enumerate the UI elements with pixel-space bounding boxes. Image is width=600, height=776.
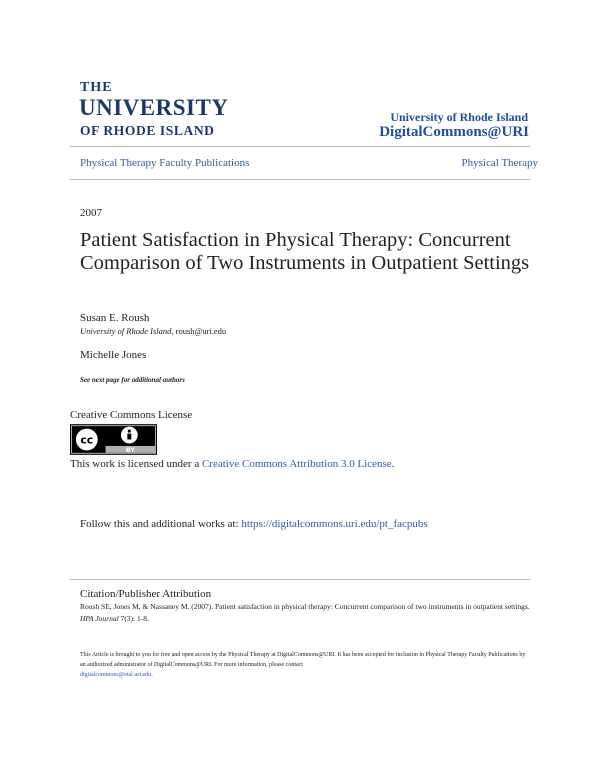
badge-by-label: BY: [125, 446, 135, 455]
follow-line: [80, 518, 428, 530]
license-link[interactable]: Creative Commons Attribution 3.0 License: [201, 458, 392, 470]
license-prefix: This work is licensed under a: [70, 458, 202, 470]
citation-journal: HPA Journal: [80, 613, 119, 623]
follow-url-link[interactable]: https://digitalcommons.uri.edu/pt_facpubs: [241, 518, 428, 530]
divider-citation: [70, 579, 530, 580]
repository-name-link[interactable]: DigitalCommons@URI: [379, 124, 529, 140]
author-name: Susan E. Roush: [80, 312, 150, 324]
department-link[interactable]: Physical Therapy: [461, 157, 538, 169]
citation-heading: Citation/Publisher Attribution: [80, 588, 212, 600]
cc-by-badge[interactable]: [70, 424, 157, 455]
logo-the: THE: [80, 80, 113, 95]
contact-email-link[interactable]: digitalcommons@etal.uri.edu: [80, 672, 152, 678]
footer-text: This Article is brought to you for free and open access by the Physical Therapy at DigitalCommons@URI. It has been accepted for inclusion in Physical Therapy Faculty Publications by an authorized administrator of DigitalCommons@URI. For more information, please contact: [80, 652, 526, 668]
publication-year: 2007: [80, 207, 102, 219]
footer-suffix: .: [151, 672, 153, 678]
logo-university: UNIVERSITY: [79, 95, 229, 120]
repository-institution: University of Rhode Island: [390, 110, 528, 124]
collection-link[interactable]: Physical Therapy Faculty Publications: [80, 157, 250, 169]
license-suffix: .: [391, 458, 395, 470]
additional-authors-note: See next page for additional authors: [80, 376, 185, 384]
logo-rhode-island: OF RHODE ISLAND: [80, 123, 215, 138]
author-email: , roush@uri.edu: [171, 326, 227, 336]
divider-top: [70, 146, 530, 147]
follow-prefix: Follow this and additional works at:: [80, 518, 242, 530]
author-affiliation: [80, 326, 226, 336]
affiliation-name: University of Rhode Island: [80, 326, 172, 336]
footer-notice: [80, 650, 530, 680]
license-statement: [70, 458, 394, 470]
license-heading: Creative Commons License: [70, 409, 193, 421]
svg-text:cc: cc: [80, 433, 94, 447]
divider-nav: [70, 179, 530, 180]
article-title: Patient Satisfaction in Physical Therapy: Concurrent Comparison of Two Instruments in Outpatient Settings: [80, 229, 530, 274]
citation-main: Roush SE, Jones M, & Nassaney M. (2007). Patient satisfaction in physical therapy: Concurrent comparison of two instruments in outpatient settings.: [80, 602, 530, 611]
citation-text: [80, 601, 530, 624]
citation-details: 7(3): 1-8.: [118, 613, 149, 623]
author-name: Michelle Jones: [80, 349, 147, 361]
